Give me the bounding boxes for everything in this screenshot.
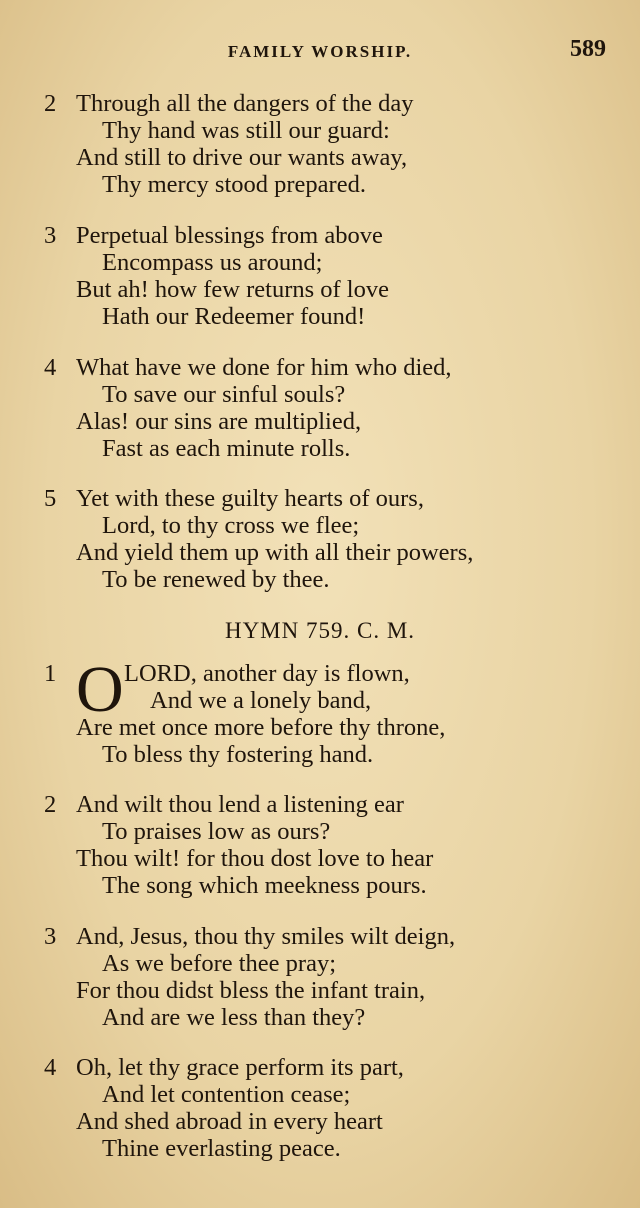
- verse-line: What have we done for him who died,: [76, 354, 452, 381]
- verse-line: And, Jesus, thou thy smiles wilt deign,: [76, 923, 456, 950]
- verse-line: Hath our Redeemer found!: [102, 303, 366, 330]
- verse-line: And are we less than they?: [102, 1004, 366, 1031]
- verse-line: Lord, to thy cross we flee;: [102, 512, 360, 539]
- stanza-number: 3: [44, 923, 57, 950]
- stanza-number: 1: [44, 660, 57, 687]
- verse-line: Through all the dangers of the day: [76, 90, 414, 117]
- stanza-number: 5: [44, 485, 57, 512]
- stanza-number: 2: [44, 791, 57, 818]
- verse-line: Are met once more before thy throne,: [76, 714, 446, 741]
- stanza-number: 4: [44, 1054, 57, 1081]
- verse-line: And shed abroad in every heart: [76, 1108, 383, 1135]
- verse-line: To praises low as ours?: [102, 818, 331, 845]
- verse-line: The song which meekness pours.: [102, 872, 427, 899]
- verse-line: Encompass us around;: [102, 249, 323, 276]
- verse-line: As we before thee pray;: [102, 950, 337, 977]
- verse-line: And still to drive our wants away,: [76, 144, 408, 171]
- verse-line: Thy mercy stood prepared.: [102, 171, 366, 198]
- verse-line: But ah! how few returns of love: [76, 276, 389, 303]
- verse-line: Fast as each minute rolls.: [102, 435, 351, 462]
- hymn-heading: HYMN 759. C. M.: [224, 618, 416, 643]
- verse-line: Alas! our sins are multiplied,: [76, 408, 362, 435]
- stanza-number: 3: [44, 222, 57, 249]
- verse-line: Oh, let thy grace perform its part,: [76, 1054, 404, 1081]
- verse-line: Thine everlasting peace.: [102, 1135, 341, 1162]
- running-header: FAMILY WORSHIP.: [227, 42, 413, 61]
- verse-line: And let contention cease;: [102, 1081, 351, 1108]
- verse-line: Thou wilt! for thou dost love to hear: [76, 845, 434, 872]
- verse-line: To bless thy fostering hand.: [102, 741, 374, 768]
- verse-line: To be renewed by thee.: [102, 566, 330, 593]
- verse-line: To save our sinful souls?: [102, 381, 346, 408]
- verse-line: LORD, another day is flown,: [124, 660, 410, 687]
- verse-line: Yet with these guilty hearts of ours,: [76, 485, 424, 512]
- verse-line: Perpetual blessings from above: [76, 222, 383, 249]
- verse-line: And we a lonely band,: [150, 687, 372, 714]
- verse-line: And wilt thou lend a listening ear: [76, 791, 404, 818]
- stanza-number: 2: [44, 90, 57, 117]
- stanza-number: 4: [44, 354, 57, 381]
- drop-cap: O: [76, 653, 124, 726]
- verse-line: Thy hand was still our guard:: [102, 117, 390, 144]
- verse-line: And yield them up with all their powers,: [76, 539, 474, 566]
- verse-line: For thou didst bless the infant train,: [76, 977, 426, 1004]
- page-number: 589: [570, 36, 606, 62]
